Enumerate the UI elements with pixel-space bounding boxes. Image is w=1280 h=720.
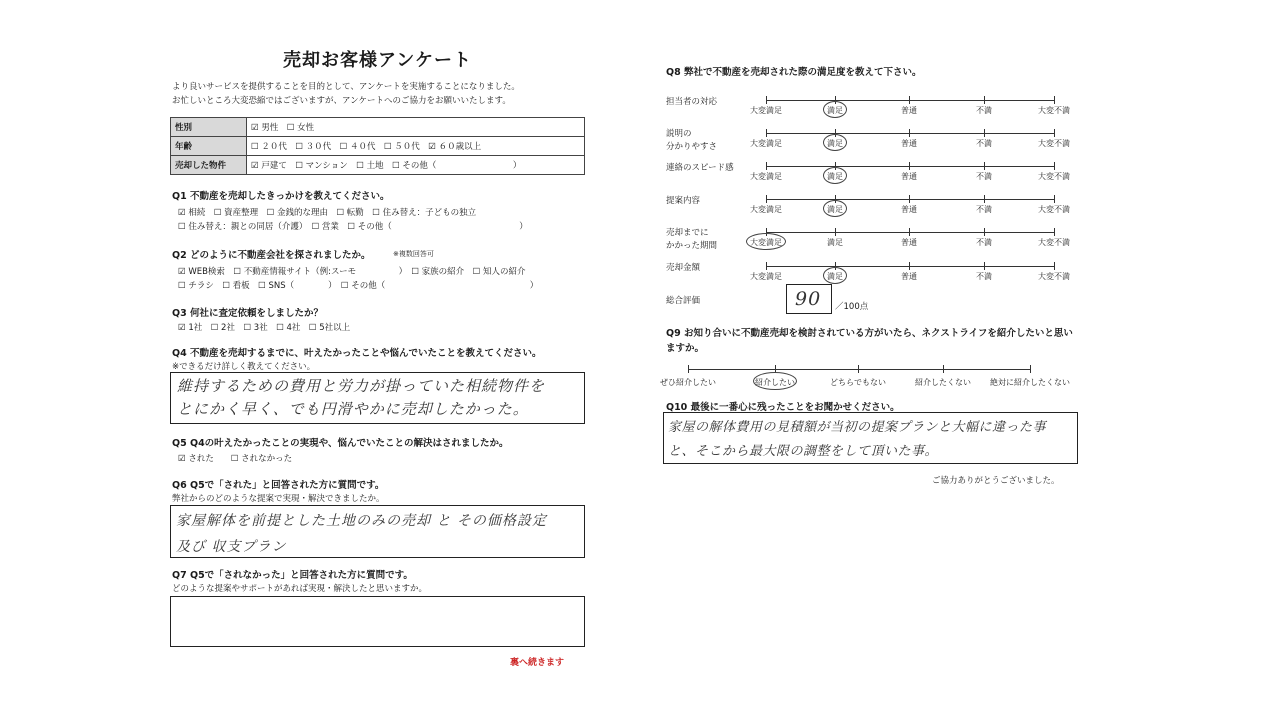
q8-scale-option[interactable]: 満足 [827, 172, 843, 181]
q10-answer-line-2: と、そこから最大限の調整をして頂いた事。 [668, 444, 939, 459]
q8-scale-tick[interactable] [766, 129, 767, 137]
q8-scale-tick[interactable] [909, 195, 910, 203]
selected-answer-circle [823, 134, 847, 151]
q8-scale-tick[interactable] [1054, 129, 1055, 137]
q2-question: Q2 どのように不動産会社を探されましたか。 [172, 250, 371, 261]
q8-scale-tick[interactable] [909, 228, 910, 236]
q4-question: Q4 不動産を売却するまでに、叶えたかったことや悩んでいたことを教えてください。 [172, 348, 542, 359]
q1-options-row-1[interactable]: ☑ 相続 ☐ 資産整理 ☐ 金銭的な理由 ☐ 転勤 ☐ 住み替え：子どもの独立 [178, 208, 477, 218]
q8-scale-option[interactable]: 普通 [901, 172, 917, 181]
table-row [171, 118, 585, 137]
q8-scale-option[interactable]: 普通 [901, 205, 917, 214]
q8-scale-option[interactable]: 大変満足 [750, 106, 782, 115]
q9-question-line-2: ますか。 [666, 343, 705, 354]
q4-answer-line-2: とにかく早く、でも円滑やかに売却したかった。 [177, 400, 529, 418]
q10-question: Q10 最後に一番心に残ったことをお聞かせください。 [666, 402, 900, 413]
selected-answer-circle [823, 200, 847, 217]
q8-scale-tick[interactable] [1054, 195, 1055, 203]
q8-scale-tick[interactable] [766, 262, 767, 270]
q8-item-label: 売却までに [666, 228, 709, 238]
q8-scale-tick[interactable] [1054, 262, 1055, 270]
q8-scale-option[interactable]: 大変不満 [1038, 272, 1070, 281]
q10-answer-line-1: 家屋の解体費用の見積額が当初の提案プランと大幅に違った事 [668, 420, 1047, 435]
respondent-info-table [170, 117, 585, 175]
q8-scale-option[interactable]: 大変不満 [1038, 238, 1070, 247]
q8-scale-option[interactable]: 大変満足 [750, 205, 782, 214]
q8-scale-tick[interactable] [984, 262, 985, 270]
q5-options[interactable]: ☑ された ☐ されなかった [178, 454, 293, 464]
q9-scale-tick[interactable] [858, 365, 859, 373]
continue-note: 裏へ続きます [510, 658, 565, 668]
q8-item-label: 説明の [666, 129, 692, 139]
q6-answer-line-1: 家屋解体を前提とした土地のみの売却 と その価格設定 [176, 513, 547, 529]
q4-note: ※できるだけ詳しく教えてください。 [172, 362, 316, 372]
q9-scale-option[interactable]: 紹介したくない [915, 378, 971, 387]
q8-scale-option[interactable]: 不満 [976, 139, 992, 148]
q8-scale-option[interactable]: 大変満足 [750, 238, 782, 247]
q8-item-label: 連絡のスピード感 [666, 163, 734, 173]
q8-scale-tick[interactable] [909, 262, 910, 270]
q6-answer-line-2: 及び 収支プラン [176, 539, 287, 555]
q8-scale-line [766, 100, 1054, 101]
q8-scale-option[interactable]: 普通 [901, 139, 917, 148]
q9-scale-option[interactable]: 絶対に紹介したくない [990, 378, 1070, 387]
q8-scale-option[interactable]: 普通 [901, 106, 917, 115]
q8-scale-option[interactable]: 大変満足 [750, 172, 782, 181]
q8-scale-tick[interactable] [984, 195, 985, 203]
q8-scale-option[interactable]: 大変満足 [750, 272, 782, 281]
q6-subquestion: 弊社からのどのような提案で実現・解決できましたか。 [172, 494, 385, 504]
q8-scale-option[interactable]: 不満 [976, 272, 992, 281]
q8-scale-option[interactable]: 大変不満 [1038, 139, 1070, 148]
q6-question: Q6 Q5で「された」と回答された方に質問です。 [172, 480, 385, 491]
q8-scale-tick[interactable] [1054, 162, 1055, 170]
q9-scale-line [688, 369, 1030, 370]
page-title: 売却お客様アンケート [283, 50, 472, 71]
q4-answer-line-1: 維持するための費用と労力が掛っていた相続物件を [177, 377, 546, 395]
q8-scale-line [766, 232, 1054, 233]
selected-answer-circle [753, 372, 797, 390]
q9-scale-option[interactable]: ぜひ紹介したい [660, 378, 716, 387]
q8-scale-option[interactable]: 不満 [976, 172, 992, 181]
q8-scale-option[interactable]: 大変不満 [1038, 205, 1070, 214]
q8-scale-line [766, 133, 1054, 134]
q8-scale-tick[interactable] [984, 162, 985, 170]
q5-question: Q5 Q4の叶えたかったことの実現や、悩んでいたことの解決はされましたか。 [172, 438, 509, 449]
overall-label: 総合評価 [666, 296, 701, 306]
q8-scale-option[interactable]: 大変満足 [750, 139, 782, 148]
q8-scale-tick[interactable] [766, 96, 767, 104]
q8-item-label: 提案内容 [666, 196, 701, 206]
q10-answer-box[interactable] [663, 412, 1078, 464]
table-row [171, 137, 585, 156]
q8-scale-tick[interactable] [909, 129, 910, 137]
q8-scale-tick[interactable] [984, 96, 985, 104]
intro-line-1: より良いサービスを提供することを目的として、アンケートを実施することになりました。 [172, 82, 520, 92]
selected-answer-circle [823, 101, 847, 118]
q8-scale-option[interactable]: 普通 [901, 238, 917, 247]
overall-score: 90 [795, 288, 822, 310]
q8-item-label: 売却金額 [666, 263, 701, 273]
overall-score-box[interactable] [786, 284, 832, 314]
q8-scale-option[interactable]: 不満 [976, 238, 992, 247]
q8-item-label-line-2: 分かりやすさ [666, 142, 718, 152]
thanks-message: ご協力ありがとうございました。 [932, 476, 1060, 486]
q8-scale-line [766, 166, 1054, 167]
q8-scale-option[interactable]: 大変不満 [1038, 172, 1070, 181]
q8-question: Q8 弊社で不動産を売却された際の満足度を教えて下さい。 [666, 67, 922, 78]
table-row [171, 156, 585, 175]
q8-scale-option[interactable]: 満足 [827, 238, 843, 247]
q8-scale-option[interactable]: 満足 [827, 106, 843, 115]
gender-label: 性別 [171, 118, 247, 137]
q4-answer-box[interactable] [170, 372, 585, 424]
overall-suffix: ／100点 [835, 302, 869, 312]
q2-options-row-2[interactable]: ☐ チラシ ☐ 看板 ☐ SNS（ ） ☐ その他（ ） [178, 281, 539, 291]
q2-options-row-1[interactable]: ☑ WEB検索 ☐ 不動産情報サイト（例:スーモ ） ☐ 家族の紹介 ☐ 知人の紹介 [178, 267, 526, 277]
q9-scale-tick[interactable] [1030, 365, 1031, 373]
intro-line-2: お忙しいところ大変恐縮ではございますが、アンケートへのご協力をお願いいたします。 [172, 96, 511, 106]
q8-scale-line [766, 199, 1054, 200]
q8-scale-option[interactable]: 普通 [901, 272, 917, 281]
q8-scale-option[interactable]: 満足 [827, 205, 843, 214]
q8-scale-tick[interactable] [766, 195, 767, 203]
q9-scale-tick[interactable] [943, 365, 944, 373]
property-options[interactable]: ☑ 戸建て ☐ マンション ☐ 土地 ☐ その他（ ） [247, 156, 585, 175]
q9-scale-option[interactable]: どちらでもない [830, 378, 886, 387]
q6-answer-box[interactable] [170, 505, 585, 558]
q8-scale-option[interactable]: 大変不満 [1038, 106, 1070, 115]
q3-options[interactable]: ☑ 1社 ☐ 2社 ☐ 3社 ☐ 4社 ☐ 5社以上 [178, 323, 351, 333]
age-options[interactable]: ☐ ２０代 ☐ ３０代 ☐ ４０代 ☐ ５０代 ☑ ６０歳以上 [247, 137, 585, 156]
q8-scale-tick[interactable] [1054, 228, 1055, 236]
q9-question-line-1: Q9 お知り合いに不動産売却を検討されている方がいたら、ネクストライフを紹介したいと思い [666, 328, 1073, 339]
gender-options[interactable]: ☑ 男性 ☐ 女性 [247, 118, 585, 137]
q8-scale-tick[interactable] [984, 228, 985, 236]
property-label: 売却した物件 [171, 156, 247, 175]
q1-options-row-2[interactable]: ☐ 住み替え：親との同居（介護） ☐ 営業 ☐ その他（ ） [178, 222, 528, 232]
q8-scale-option[interactable]: 不満 [976, 106, 992, 115]
age-label: 年齢 [171, 137, 247, 156]
q8-scale-tick[interactable] [909, 162, 910, 170]
q1-question: Q1 不動産を売却したきっかけを教えてください。 [172, 191, 390, 202]
q8-item-label-line-2: かかった期間 [666, 241, 718, 251]
selected-answer-circle [746, 233, 786, 250]
q8-scale-option[interactable]: 満足 [827, 272, 843, 281]
q2-note: ※複数回答可 [393, 250, 434, 258]
q8-scale-line [766, 266, 1054, 267]
q8-scale-option[interactable]: 不満 [976, 205, 992, 214]
q7-question: Q7 Q5で「されなかった」と回答された方に質問です。 [172, 570, 413, 581]
q8-scale-tick[interactable] [909, 96, 910, 104]
q9-scale-tick[interactable] [688, 365, 689, 373]
selected-answer-circle [823, 267, 847, 284]
q8-scale-option[interactable]: 満足 [827, 139, 843, 148]
q8-item-label: 担当者の対応 [666, 97, 718, 107]
q7-answer-box[interactable] [170, 596, 585, 647]
q8-scale-tick[interactable] [835, 228, 836, 236]
q8-scale-tick[interactable] [984, 129, 985, 137]
q9-scale-option[interactable]: 紹介したい [755, 378, 795, 387]
q8-scale-tick[interactable] [766, 162, 767, 170]
selected-answer-circle [823, 167, 847, 184]
q8-scale-tick[interactable] [1054, 96, 1055, 104]
q7-subquestion: どのような提案やサポートがあれば実現・解決したと思いますか。 [172, 584, 428, 594]
q3-question: Q3 何社に査定依頼をしましたか？ [172, 308, 323, 319]
